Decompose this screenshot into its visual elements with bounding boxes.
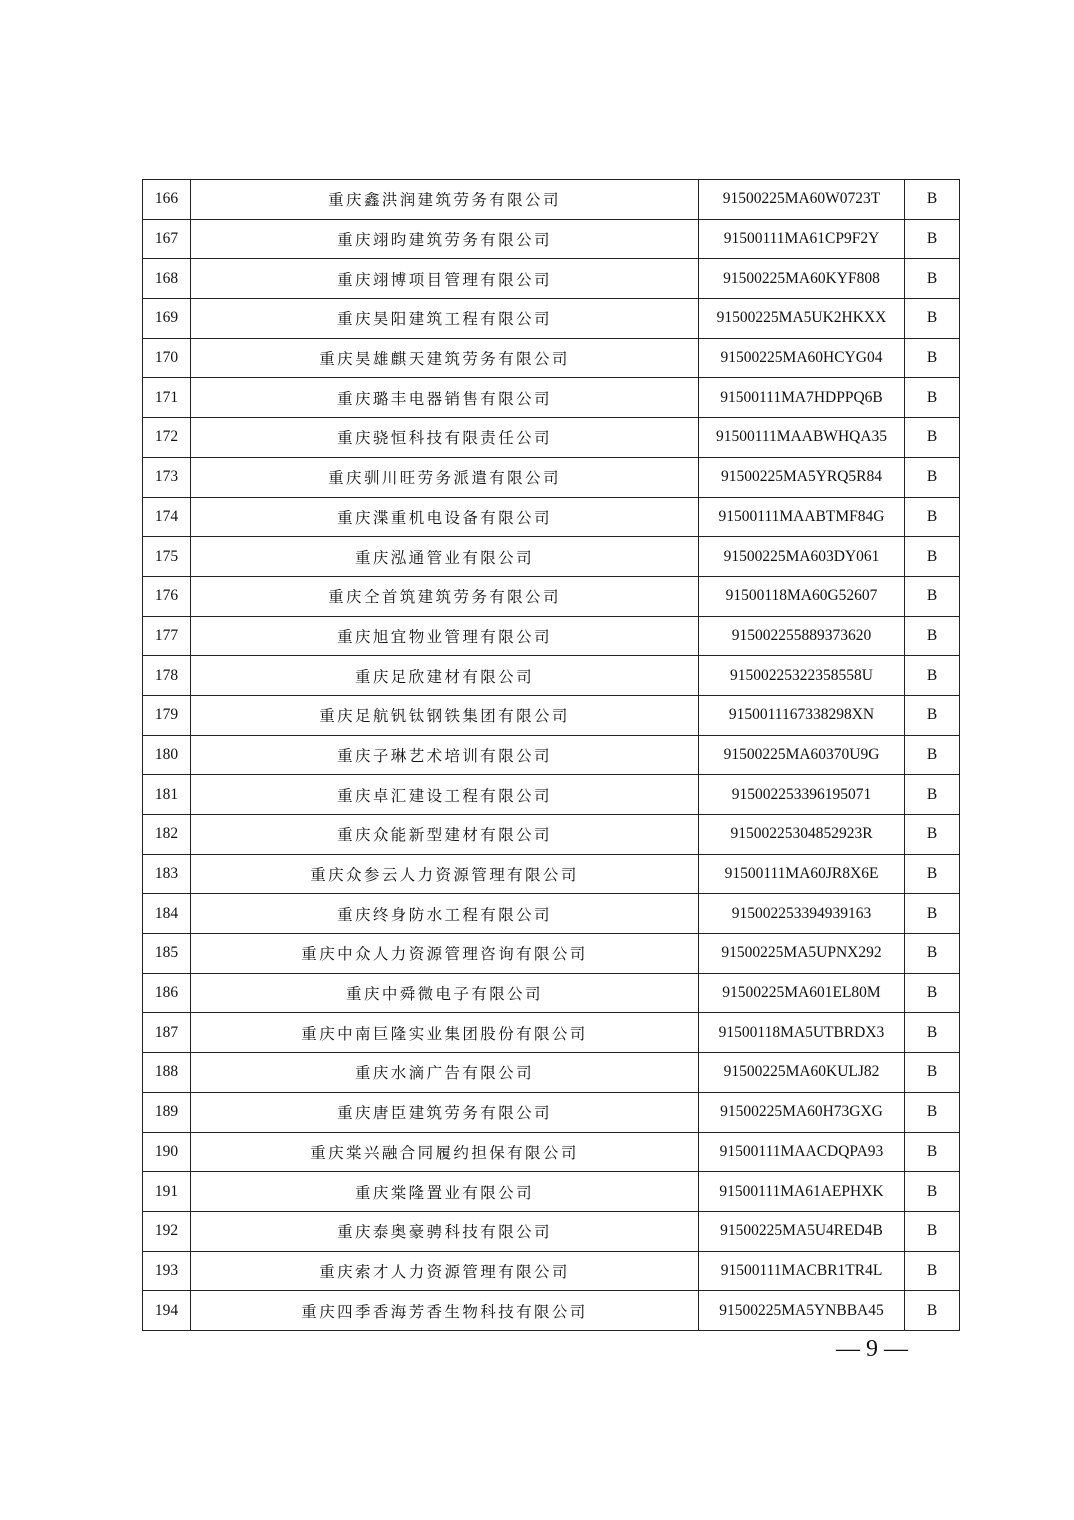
row-number-cell: 187: [143, 1013, 191, 1053]
company-name-cell: 重庆中南巨隆实业集团股份有限公司: [191, 1013, 699, 1053]
credit-grade-cell: B: [905, 1211, 960, 1251]
credit-code-cell: 91500118MA5UTBRDX3: [699, 1013, 905, 1053]
table-row: [143, 616, 960, 656]
credit-code-cell: 91500111MAABTMF84G: [699, 497, 905, 537]
credit-grade-cell: B: [905, 219, 960, 259]
row-number-cell: 182: [143, 815, 191, 855]
company-name-cell: 重庆棠隆置业有限公司: [191, 1172, 699, 1212]
table-row: [143, 180, 960, 220]
credit-grade-cell: B: [905, 973, 960, 1013]
credit-code-cell: 91500225322358558U: [699, 656, 905, 696]
table-row: [143, 815, 960, 855]
credit-code-cell: 91500225MA60H73GXG: [699, 1092, 905, 1132]
company-name-cell: 重庆璐丰电器销售有限公司: [191, 378, 699, 418]
table-row: [143, 695, 960, 735]
company-name-cell: 重庆卓汇建设工程有限公司: [191, 775, 699, 815]
credit-code-cell: 91500225MA603DY061: [699, 537, 905, 577]
table-row: [143, 219, 960, 259]
credit-grade-cell: B: [905, 259, 960, 299]
credit-grade-cell: B: [905, 656, 960, 696]
table-row: [143, 854, 960, 894]
credit-grade-cell: B: [905, 854, 960, 894]
table-row: [143, 537, 960, 577]
credit-grade-cell: B: [905, 1092, 960, 1132]
credit-grade-cell: B: [905, 1053, 960, 1093]
credit-code-cell: 91500111MA61CP9F2Y: [699, 219, 905, 259]
row-number-cell: 178: [143, 656, 191, 696]
company-name-cell: 重庆足欣建材有限公司: [191, 656, 699, 696]
credit-code-cell: 91500225MA5U4RED4B: [699, 1211, 905, 1251]
row-number-cell: 186: [143, 973, 191, 1013]
table-row: [143, 656, 960, 696]
credit-grade-cell: B: [905, 735, 960, 775]
row-number-cell: 189: [143, 1092, 191, 1132]
row-number-cell: 192: [143, 1211, 191, 1251]
company-name-cell: 重庆泓通管业有限公司: [191, 537, 699, 577]
company-name-cell: 重庆众参云人力资源管理有限公司: [191, 854, 699, 894]
table-row: [143, 1251, 960, 1291]
credit-code-cell: 91500111MA7HDPPQ6B: [699, 378, 905, 418]
row-number-cell: 191: [143, 1172, 191, 1212]
credit-grade-cell: B: [905, 695, 960, 735]
row-number-cell: 167: [143, 219, 191, 259]
company-name-cell: 重庆鑫洪润建筑劳务有限公司: [191, 180, 699, 220]
table-row: [143, 299, 960, 339]
row-number-cell: 166: [143, 180, 191, 220]
credit-code-cell: 91500225MA60370U9G: [699, 735, 905, 775]
row-number-cell: 194: [143, 1291, 191, 1331]
table-row: [143, 1291, 960, 1331]
table-body: [143, 180, 960, 1331]
credit-code-cell: 91500225MA60HCYG04: [699, 338, 905, 378]
row-number-cell: 175: [143, 537, 191, 577]
table-row: [143, 1172, 960, 1212]
row-number-cell: 176: [143, 576, 191, 616]
credit-code-cell: 915002255889373620: [699, 616, 905, 656]
company-name-cell: 重庆渫重机电设备有限公司: [191, 497, 699, 537]
table-row: [143, 735, 960, 775]
credit-code-cell: 91500111MA61AEPHXK: [699, 1172, 905, 1212]
credit-code-cell: 91500111MAABWHQA35: [699, 418, 905, 458]
table-row: [143, 1211, 960, 1251]
company-name-cell: 重庆水滴广告有限公司: [191, 1053, 699, 1093]
credit-code-cell: 91500225MA60KYF808: [699, 259, 905, 299]
credit-grade-cell: B: [905, 815, 960, 855]
company-name-cell: 重庆四季香海芳香生物科技有限公司: [191, 1291, 699, 1331]
row-number-cell: 168: [143, 259, 191, 299]
table-row: [143, 973, 960, 1013]
company-name-cell: 重庆足航钒钛钢铁集团有限公司: [191, 695, 699, 735]
company-name-cell: 重庆骁恒科技有限责任公司: [191, 418, 699, 458]
table-row: [143, 576, 960, 616]
row-number-cell: 185: [143, 934, 191, 974]
credit-grade-cell: B: [905, 338, 960, 378]
row-number-cell: 170: [143, 338, 191, 378]
table-row: [143, 1053, 960, 1093]
credit-code-cell: 915002253394939163: [699, 894, 905, 934]
table-row: [143, 1132, 960, 1172]
table-row: [143, 1013, 960, 1053]
company-name-cell: 重庆中舜微电子有限公司: [191, 973, 699, 1013]
row-number-cell: 181: [143, 775, 191, 815]
credit-code-cell: 91500111MACBR1TR4L: [699, 1251, 905, 1291]
credit-code-cell: 91500111MA60JR8X6E: [699, 854, 905, 894]
company-name-cell: 重庆仝首筑建筑劳务有限公司: [191, 576, 699, 616]
row-number-cell: 183: [143, 854, 191, 894]
credit-code-cell: 9150011167338298XN: [699, 695, 905, 735]
company-name-cell: 重庆昊阳建筑工程有限公司: [191, 299, 699, 339]
row-number-cell: 172: [143, 418, 191, 458]
row-number-cell: 173: [143, 457, 191, 497]
row-number-cell: 188: [143, 1053, 191, 1093]
credit-grade-cell: B: [905, 1013, 960, 1053]
table-row: [143, 457, 960, 497]
credit-grade-cell: B: [905, 576, 960, 616]
company-name-cell: 重庆泰奥豪骋科技有限公司: [191, 1211, 699, 1251]
credit-code-cell: 91500225MA601EL80M: [699, 973, 905, 1013]
credit-grade-cell: B: [905, 418, 960, 458]
company-name-cell: 重庆唐臣建筑劳务有限公司: [191, 1092, 699, 1132]
company-name-cell: 重庆驯川旺劳务派遣有限公司: [191, 457, 699, 497]
row-number-cell: 171: [143, 378, 191, 418]
company-credit-table: [142, 179, 960, 1331]
credit-code-cell: 91500225MA5UPNX292: [699, 934, 905, 974]
credit-grade-cell: B: [905, 378, 960, 418]
credit-grade-cell: B: [905, 894, 960, 934]
row-number-cell: 174: [143, 497, 191, 537]
table-row: [143, 775, 960, 815]
credit-code-cell: 91500118MA60G52607: [699, 576, 905, 616]
row-number-cell: 179: [143, 695, 191, 735]
company-name-cell: 重庆索才人力资源管理有限公司: [191, 1251, 699, 1291]
credit-grade-cell: B: [905, 497, 960, 537]
row-number-cell: 169: [143, 299, 191, 339]
row-number-cell: 193: [143, 1251, 191, 1291]
credit-grade-cell: B: [905, 1132, 960, 1172]
company-name-cell: 重庆终身防水工程有限公司: [191, 894, 699, 934]
credit-code-cell: 91500225MA5YRQ5R84: [699, 457, 905, 497]
table-row: [143, 378, 960, 418]
credit-grade-cell: B: [905, 1291, 960, 1331]
row-number-cell: 184: [143, 894, 191, 934]
table-row: [143, 1092, 960, 1132]
row-number-cell: 180: [143, 735, 191, 775]
company-name-cell: 重庆子琳艺术培训有限公司: [191, 735, 699, 775]
credit-code-cell: 91500225MA5YNBBA45: [699, 1291, 905, 1331]
company-name-cell: 重庆旭宜物业管理有限公司: [191, 616, 699, 656]
row-number-cell: 177: [143, 616, 191, 656]
row-number-cell: 190: [143, 1132, 191, 1172]
credit-code-cell: 91500225MA60W0723T: [699, 180, 905, 220]
table-row: [143, 894, 960, 934]
credit-code-cell: 91500111MAACDQPA93: [699, 1132, 905, 1172]
company-name-cell: 重庆中众人力资源管理咨询有限公司: [191, 934, 699, 974]
company-name-cell: 重庆众能新型建材有限公司: [191, 815, 699, 855]
credit-grade-cell: B: [905, 299, 960, 339]
company-name-cell: 重庆昊雄麒天建筑劳务有限公司: [191, 338, 699, 378]
credit-grade-cell: B: [905, 1172, 960, 1212]
credit-grade-cell: B: [905, 775, 960, 815]
table-row: [143, 418, 960, 458]
credit-grade-cell: B: [905, 457, 960, 497]
table-row: [143, 338, 960, 378]
page-number: — 9 —: [836, 1336, 908, 1362]
credit-grade-cell: B: [905, 934, 960, 974]
credit-grade-cell: B: [905, 180, 960, 220]
credit-code-cell: 91500225MA60KULJ82: [699, 1053, 905, 1093]
credit-code-cell: 91500225304852923R: [699, 815, 905, 855]
credit-grade-cell: B: [905, 1251, 960, 1291]
credit-code-cell: 915002253396195071: [699, 775, 905, 815]
company-name-cell: 重庆翊昀建筑劳务有限公司: [191, 219, 699, 259]
table-row: [143, 259, 960, 299]
credit-grade-cell: B: [905, 537, 960, 577]
table-row: [143, 497, 960, 537]
company-name-cell: 重庆翊博项目管理有限公司: [191, 259, 699, 299]
company-name-cell: 重庆棠兴融合同履约担保有限公司: [191, 1132, 699, 1172]
credit-grade-cell: B: [905, 616, 960, 656]
table-row: [143, 934, 960, 974]
credit-code-cell: 91500225MA5UK2HKXX: [699, 299, 905, 339]
